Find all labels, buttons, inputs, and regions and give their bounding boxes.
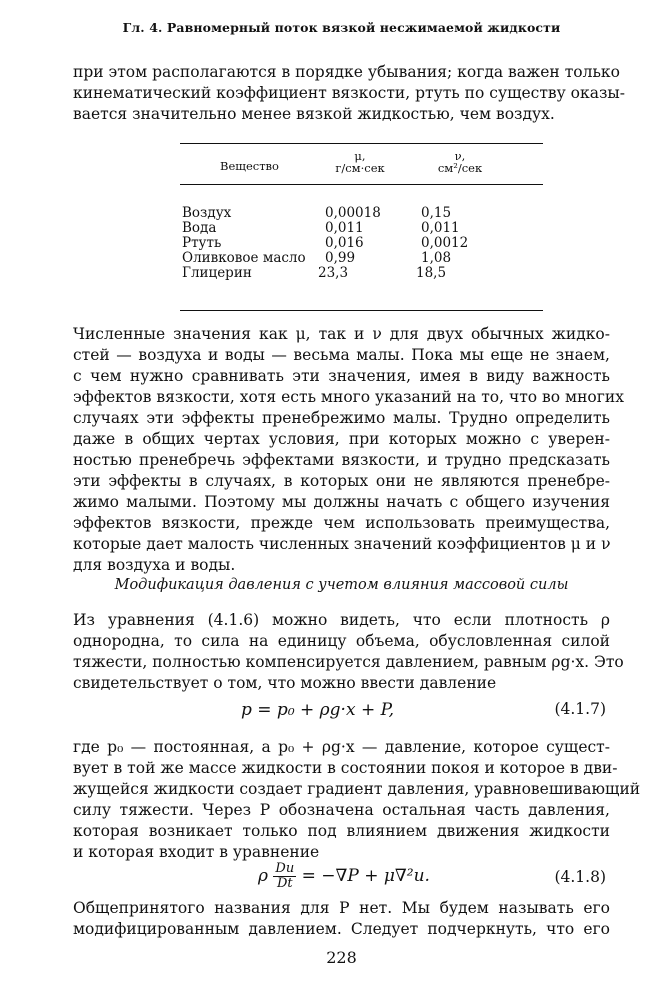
cell-substance: Оливковое масло xyxy=(182,250,306,266)
text-line: эти эффекты в случаях, в которых они не являются пренебре- xyxy=(73,472,610,490)
equation-rhs: = −∇P + μ∇²u. xyxy=(301,866,430,886)
text-line: для воздуха и воды. xyxy=(73,556,236,574)
header-mu-symbol: μ, xyxy=(354,149,366,163)
cell-mu: 0,016 xyxy=(325,235,364,251)
cell-substance: Глицерин xyxy=(182,265,252,281)
equation-4-1-8 xyxy=(73,858,610,894)
text-line: кинематический коэффициент вязкости, ртуть по существу оказы- xyxy=(73,84,625,102)
paragraph-1 xyxy=(73,62,625,125)
fraction-denominator: Dt xyxy=(276,876,293,891)
text-line: где p₀ — постоянная, а p₀ + ρg·x — давление, которое сущест- xyxy=(73,738,610,756)
equation-expression xyxy=(258,862,430,891)
book-page xyxy=(73,0,641,1000)
cell-substance: Ртуть xyxy=(182,235,222,251)
running-head: Гл. 4. Равномерный поток вязкой несжимаемой жидкости xyxy=(122,20,561,35)
cell-nu: 0,15 xyxy=(421,205,452,221)
material-derivative-fraction xyxy=(273,862,296,891)
cell-mu: 23,3 xyxy=(318,265,349,281)
cell-mu: 0,99 xyxy=(325,250,356,266)
text-line: Из уравнения (4.1.6) можно видеть, что если плотность ρ xyxy=(73,611,610,629)
header-nu-unit: см²/сек xyxy=(437,161,483,175)
text-line: модифицированным давлением. Следует подчеркнуть, что его xyxy=(73,920,610,938)
equation-4-1-7 xyxy=(73,700,610,730)
equation-number: (4.1.7) xyxy=(554,700,606,718)
table-row xyxy=(180,235,543,251)
page-number: 228 xyxy=(326,948,357,967)
table-row xyxy=(180,220,543,236)
equation-expression: p = p₀ + ρg·x + P, xyxy=(241,700,394,720)
cell-nu: 0,011 xyxy=(421,220,460,236)
table-body xyxy=(180,185,543,310)
text-line: которые дает малость численных значений коэффициентов μ и ν xyxy=(73,535,611,553)
header-mu xyxy=(320,150,400,174)
text-line: силу тяжести. Через P обозначена остальная часть давления, xyxy=(73,801,610,819)
text-line: ностью пренебречь эффектами вязкости, и трудно предсказать xyxy=(73,451,610,469)
table-row xyxy=(180,250,543,266)
text-line: вует в той же массе жидкости в состоянии покоя и которое в дви- xyxy=(73,759,618,777)
paragraph-5 xyxy=(73,898,610,940)
table-row xyxy=(180,265,543,281)
cell-mu: 0,011 xyxy=(325,220,364,236)
header-nu-symbol: ν, xyxy=(454,149,466,163)
text-line: эффектов вязкости, хотя есть много указаний на то, что во многих xyxy=(73,388,624,406)
paragraph-3 xyxy=(73,610,624,694)
text-line: Общепринятого названия для P нет. Мы будем называть его xyxy=(73,899,610,917)
cell-nu: 18,5 xyxy=(416,265,447,281)
text-line: даже в общих чертах условия, при которых можно с уверен- xyxy=(73,430,610,448)
table-header xyxy=(180,144,543,184)
cell-nu: 1,08 xyxy=(421,250,452,266)
text-line: и которая входит в уравнение xyxy=(73,843,320,861)
cell-substance: Воздух xyxy=(182,205,232,221)
table-row xyxy=(180,205,543,221)
header-nu xyxy=(420,150,500,174)
header-mu-unit: г/см·сек xyxy=(335,161,385,175)
text-line: свидетельствует о том, что можно ввести давление xyxy=(73,674,497,692)
text-line: вается значительно менее вязкой жидкостью, чем воздух. xyxy=(73,105,555,123)
equation-number: (4.1.8) xyxy=(554,868,606,886)
text-line: с чем нужно сравнивать эти значения, имея в виду важность xyxy=(73,367,610,385)
table-bottom-rule xyxy=(180,310,543,311)
paragraph-2 xyxy=(73,324,624,576)
text-line: тяжести, полностью компенсируется давлением, равным ρg·x. Это xyxy=(73,653,624,671)
text-line: жущейся жидкости создает градиент давления, уравновешивающий xyxy=(73,780,641,798)
text-line: эффектов вязкости, прежде чем использовать преимущества, xyxy=(73,514,610,532)
section-subheading: Модификация давления с учетом влияния массовой силы xyxy=(114,577,569,593)
fraction-numerator: Du xyxy=(275,861,295,876)
cell-nu: 0,0012 xyxy=(421,235,469,251)
paragraph-4 xyxy=(73,737,641,863)
cell-substance: Вода xyxy=(182,220,217,236)
header-substance: Вещество xyxy=(220,159,279,173)
equation-lhs: ρ xyxy=(258,866,268,886)
text-line: случаях эти эффекты пренебрежимо малы. Трудно определить xyxy=(73,409,610,427)
text-line: Численные значения как μ, так и ν для двух обычных жидко- xyxy=(73,325,610,343)
text-line: однородна, то сила на единицу объема, обусловленная силой xyxy=(73,632,610,650)
text-line: стей — воздуха и воды — весьма малы. Пока мы еще не знаем, xyxy=(73,346,610,364)
text-line: жимо малыми. Поэтому мы должны начать с общего изучения xyxy=(73,493,610,511)
text-line: которая возникает только под влиянием движения жидкости xyxy=(73,822,610,840)
text-line: при этом располагаются в порядке убывания; когда важен только xyxy=(73,63,620,81)
viscosity-table xyxy=(180,143,543,311)
cell-mu: 0,00018 xyxy=(325,205,381,221)
